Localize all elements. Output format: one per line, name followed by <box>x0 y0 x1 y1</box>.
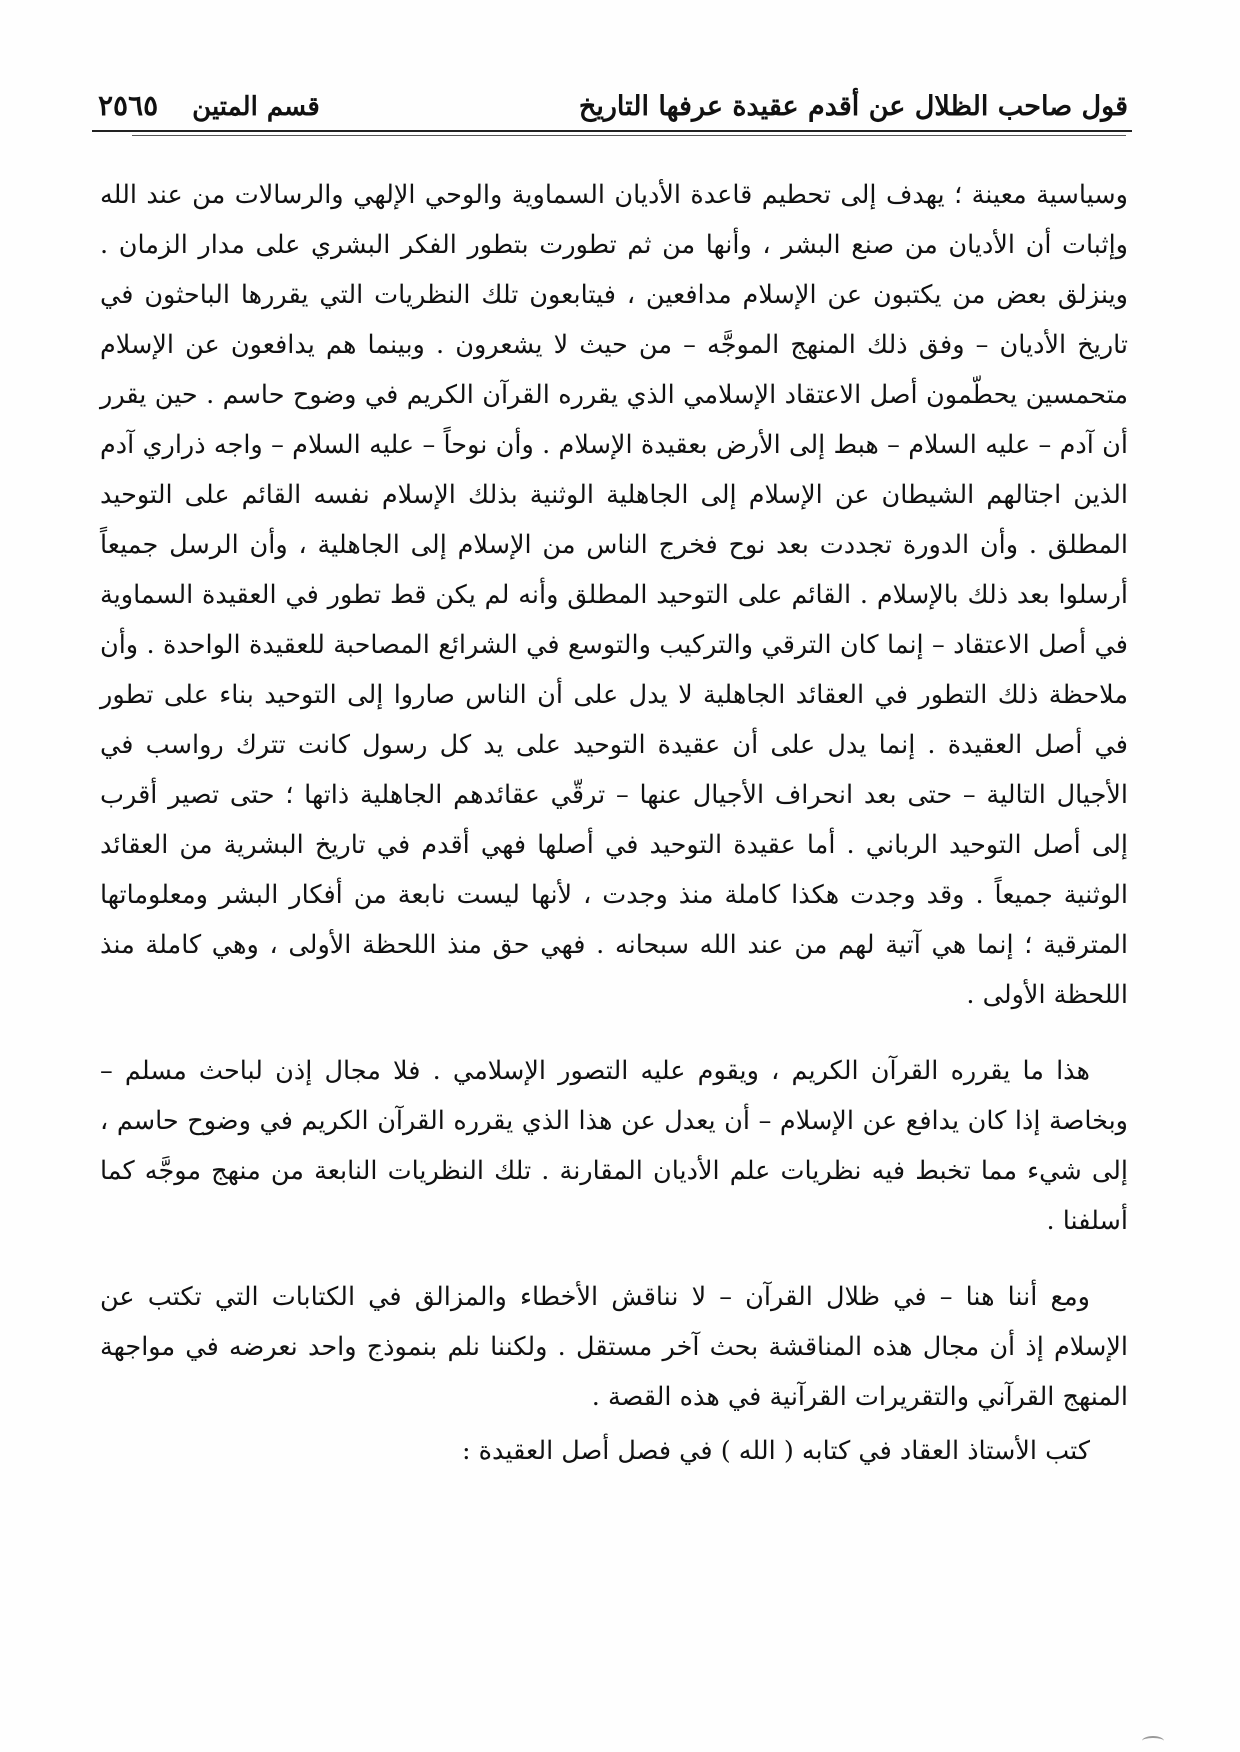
header-section-group <box>98 89 320 122</box>
header-divider <box>92 130 1132 132</box>
header-section: قسم المتين <box>192 92 320 122</box>
body-text <box>100 170 1128 1476</box>
page-number: ٢٥٦٥ <box>98 89 159 122</box>
paragraph-4-citation-intro: كتب الأستاذ العقاد في كتابه ( الله ) في فصل أصل العقيدة : <box>461 1436 1090 1466</box>
paragraph-1: وسياسية معينة ؛ يهدف إلى تحطيم قاعدة الأديان السماوية والوحي الإلهي والرسالات من عند الله وإثبات أن الأديان من صنع البشر ، وأنها من ثم تطورت بتطور الفكر البشري على مدار الزمان . وينزلق بعض من يكتبون عن الإسلام مدافعين ، فيتابعون تلك النظريات التي يقررها الباحثون في تاريخ الأديان – وفق ذلك المنهج الموجَّه – من حيث لا يشعرون . وبينما هم يدافعون عن الإسلام متحمسين يحطّمون أصل الاعتقاد الإسلامي الذي يقرره القرآن الكريم في وضوح حاسم . حين يقرر أن آدم – عليه السلام – هبط إلى الأرض بعقيدة الإسلام . وأن نوحاً – عليه السلام – واجه ذراري آدم الذين اجتالهم الشيطان عن الإسلام إلى الجاهلية الوثنية بذلك الإسلام نفسه القائم على التوحيد المطلق . وأن الدورة تجددت بعد نوح فخرج الناس من الإسلام إلى الجاهلية ، وأن الرسل جميعاً أرسلوا بعد ذلك بالإسلام . القائم على التوحيد المطلق وأنه لم يكن قط تطور في العقيدة السماوية في أصل الاعتقاد – إنما كان الترقي والتركيب والتوسع في الشرائع المصاحبة للعقيدة الواحدة . وأن ملاحظة ذلك التطور في العقائد الجاهلية لا يدل على أن الناس صاروا إلى التوحيد بناء على تطور في أصل العقيدة . إنما يدل على أن عقيدة التوحيد على يد كل رسول كانت تترك رواسب في الأجيال التالية – حتى بعد انحراف الأجيال عنها – ترقّي عقائدهم الجاهلية ذاتها ؛ حتى تصير أقرب إلى أصل التوحيد الرباني . أما عقيدة التوحيد في أصلها فهي أقدم في تاريخ البشرية من العقائد الوثنية جميعاً . وقد وجدت هكذا كاملة منذ وجدت ، لأنها ليست نابعة من أفكار البشر ومعلوماتها المترقية ؛ إنما هي آتية لهم من عند الله سبحانه . فهي حق منذ اللحظة الأولى ، وهي كاملة منذ اللحظة الأولى . <box>100 180 1128 1010</box>
scan-corner-mark <box>1142 1736 1164 1746</box>
running-header <box>98 78 1128 122</box>
paragraph-3: ومع أننا هنا – في ظلال القرآن – لا نناقش الأخطاء والمزالق في الكتابات التي تكتب عن الإسلام إذ أن مجال هذه المناقشة بحث آخر مستقل . ولكننا نلم بنموذج واحد نعرضه في مواجهة المنهج القرآني والتقريرات القرآنية في هذه القصة . <box>100 1282 1128 1412</box>
header-title: قول صاحب الظلال عن أقدم عقيدة عرفها التاريخ <box>578 91 1128 122</box>
paragraph-2: هذا ما يقرره القرآن الكريم ، ويقوم عليه التصور الإسلامي . فلا مجال إذن لباحث مسلم – وبخاصة إذا كان يدافع عن الإسلام – أن يعدل عن هذا الذي يقرره القرآن الكريم في وضوح حاسم ، إلى شيء مما تخبط فيه نظريات علم الأديان المقارنة . تلك النظريات النابعة من منهج موجَّه كما أسلفنا . <box>100 1056 1128 1236</box>
